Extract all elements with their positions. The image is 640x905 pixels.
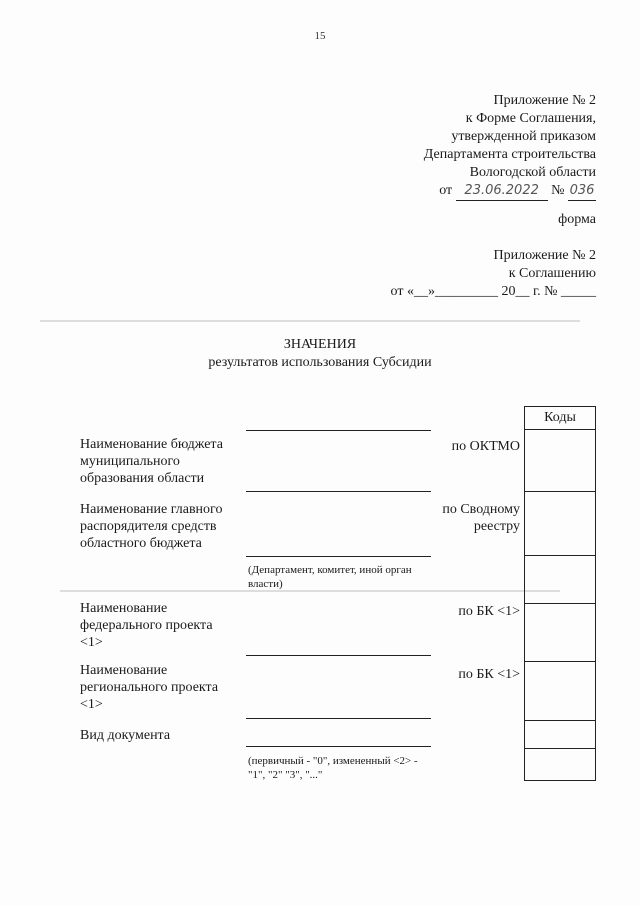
agreement-line: Приложение № 2 [493, 248, 596, 263]
appendix-date-line [424, 182, 596, 201]
form-label: форма [558, 212, 596, 227]
main-manager-field[interactable] [246, 556, 431, 557]
handwritten-number: 036 [568, 182, 596, 201]
federal-project-label: Наименование федерального проекта <1> [80, 601, 213, 650]
regional-bk-label: по БК <1> [458, 667, 520, 682]
federal-bk-label: по БК <1> [458, 604, 520, 619]
document-title [0, 336, 640, 372]
codes-divider [524, 603, 596, 604]
main-manager-hint: (Департамент, комитет, иной орган власти) [248, 564, 412, 590]
date-prefix: от [439, 183, 453, 198]
appendix-line: к Форме Соглашения, [465, 111, 596, 126]
regional-project-label: Наименование регионального проекта <1> [80, 663, 219, 712]
agreement-line: от «__»_________ 20__ г. № _____ [390, 284, 596, 299]
page-number: 15 [314, 30, 326, 42]
codes-divider [524, 748, 596, 749]
codes-divider [524, 720, 596, 721]
codes-column [524, 429, 596, 781]
codes-divider [524, 555, 596, 556]
appendix-header [424, 92, 596, 201]
codes-divider [524, 661, 596, 662]
number-prefix: № [551, 183, 565, 198]
title-line: ЗНАЧЕНИЯ [283, 337, 357, 352]
appendix-line: Вологодской области [469, 165, 596, 180]
doc-type-field[interactable] [246, 746, 431, 747]
regional-project-field[interactable] [246, 718, 431, 719]
doc-type-hint: (первичный - "0", измененный <2> - "1", "2" "3", "..." [248, 755, 418, 781]
budget-name-label: Наименование бюджета муниципального образования области [80, 437, 223, 486]
handwritten-date: 23.06.2022 [456, 182, 548, 201]
codes-divider [524, 491, 596, 492]
appendix-line: утвержденной приказом [451, 129, 596, 144]
doc-type-label: Вид документа [80, 728, 171, 743]
agreement-line: к Соглашению [508, 266, 596, 281]
agreement-header [391, 247, 596, 301]
title-line: результатов использования Субсидии [208, 355, 432, 370]
main-manager-top-line [246, 491, 431, 492]
oktmo-label: по ОКТМО [451, 439, 520, 454]
bleed-through-mark [40, 320, 580, 322]
appendix-line: Приложение № 2 [493, 93, 596, 108]
appendix-line: Департамента строительства [423, 147, 596, 162]
codes-header: Коды [524, 406, 596, 429]
svodny-reestr-label: по Сводному реестру [442, 502, 520, 534]
main-manager-label: Наименование главного распорядителя средств областного бюджета [80, 502, 223, 551]
budget-name-field[interactable] [246, 430, 431, 431]
federal-project-field[interactable] [246, 655, 431, 656]
